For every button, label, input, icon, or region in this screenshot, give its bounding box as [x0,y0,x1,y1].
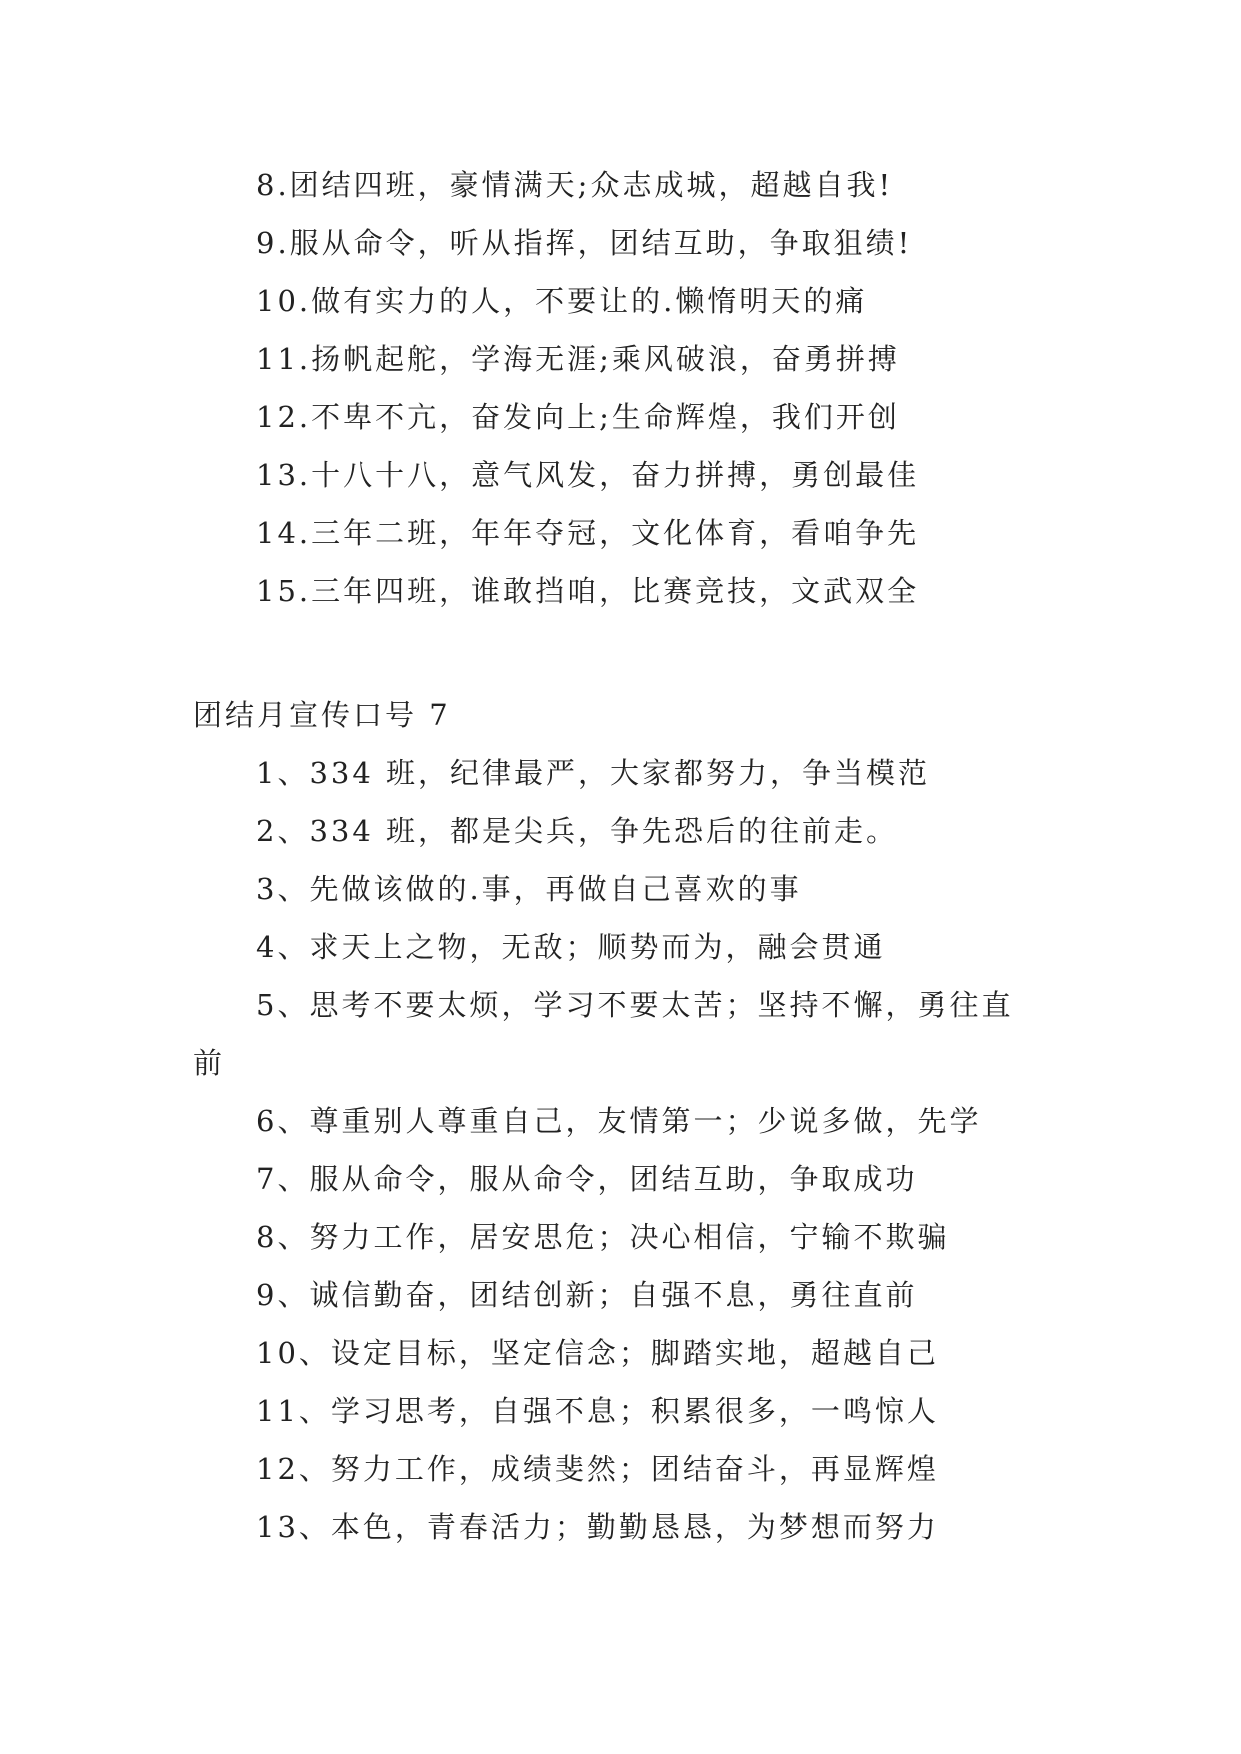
list-item: 7、服从命令，服从命令，团结互助，争取成功 [256,1162,918,1196]
list-item: 11.扬帆起舵，学海无涯;乘风破浪，奋勇拼搏 [256,342,900,376]
list-item: 8、努力工作，居安思危；决心相信，宁输不欺骗 [256,1220,950,1254]
list-item: 12.不卑不亢，奋发向上;生命辉煌，我们开创 [256,400,900,434]
section-heading: 团结月宣传口号 7 [193,698,451,732]
list-item: 14.三年二班，年年夺冠，文化体育，看咱争先 [256,516,920,550]
list-item: 13.十八十八，意气风发，奋力拼搏，勇创最佳 [256,458,920,492]
list-item: 6、尊重别人尊重自己，友情第一；少说多做，先学 [256,1104,982,1138]
list-item: 9、诚信勤奋，团结创新；自强不息，勇往直前 [256,1278,918,1312]
list-item: 2、334 班，都是尖兵，争先恐后的往前走。 [256,814,899,848]
slogan-section-7 [0,686,1241,1556]
list-item: 3、先做该做的.事，再做自己喜欢的事 [256,872,802,906]
list-item: 9.服从命令，听从指挥，团结互助，争取狙绩! [256,226,913,260]
list-item: 5、思考不要太烦，学习不要太苦；坚持不懈，勇往直 [256,988,1014,1022]
list-item: 1、334 班，纪律最严，大家都努力，争当模范 [256,756,931,790]
slogan-list-continued [0,156,1241,620]
list-item: 4、求天上之物，无敌；顺势而为，融会贯通 [256,930,886,964]
list-item: 15.三年四班，谁敢挡咱，比赛竞技，文武双全 [256,574,920,608]
list-item: 10、设定目标，坚定信念；脚踏实地，超越自己 [256,1336,939,1370]
list-item: 8.团结四班，豪情满天;众志成城，超越自我! [256,168,894,202]
list-item: 13、本色，青春活力；勤勤恳恳，为梦想而努力 [256,1510,939,1544]
list-item: 10.做有实力的人，不要让的.懒惰明天的痛 [256,284,868,318]
list-item-continuation: 前 [193,1046,226,1080]
list-item: 12、努力工作，成绩斐然；团结奋斗，再显辉煌 [256,1452,939,1486]
list-item: 11、学习思考，自强不息；积累很多，一鸣惊人 [256,1394,939,1428]
